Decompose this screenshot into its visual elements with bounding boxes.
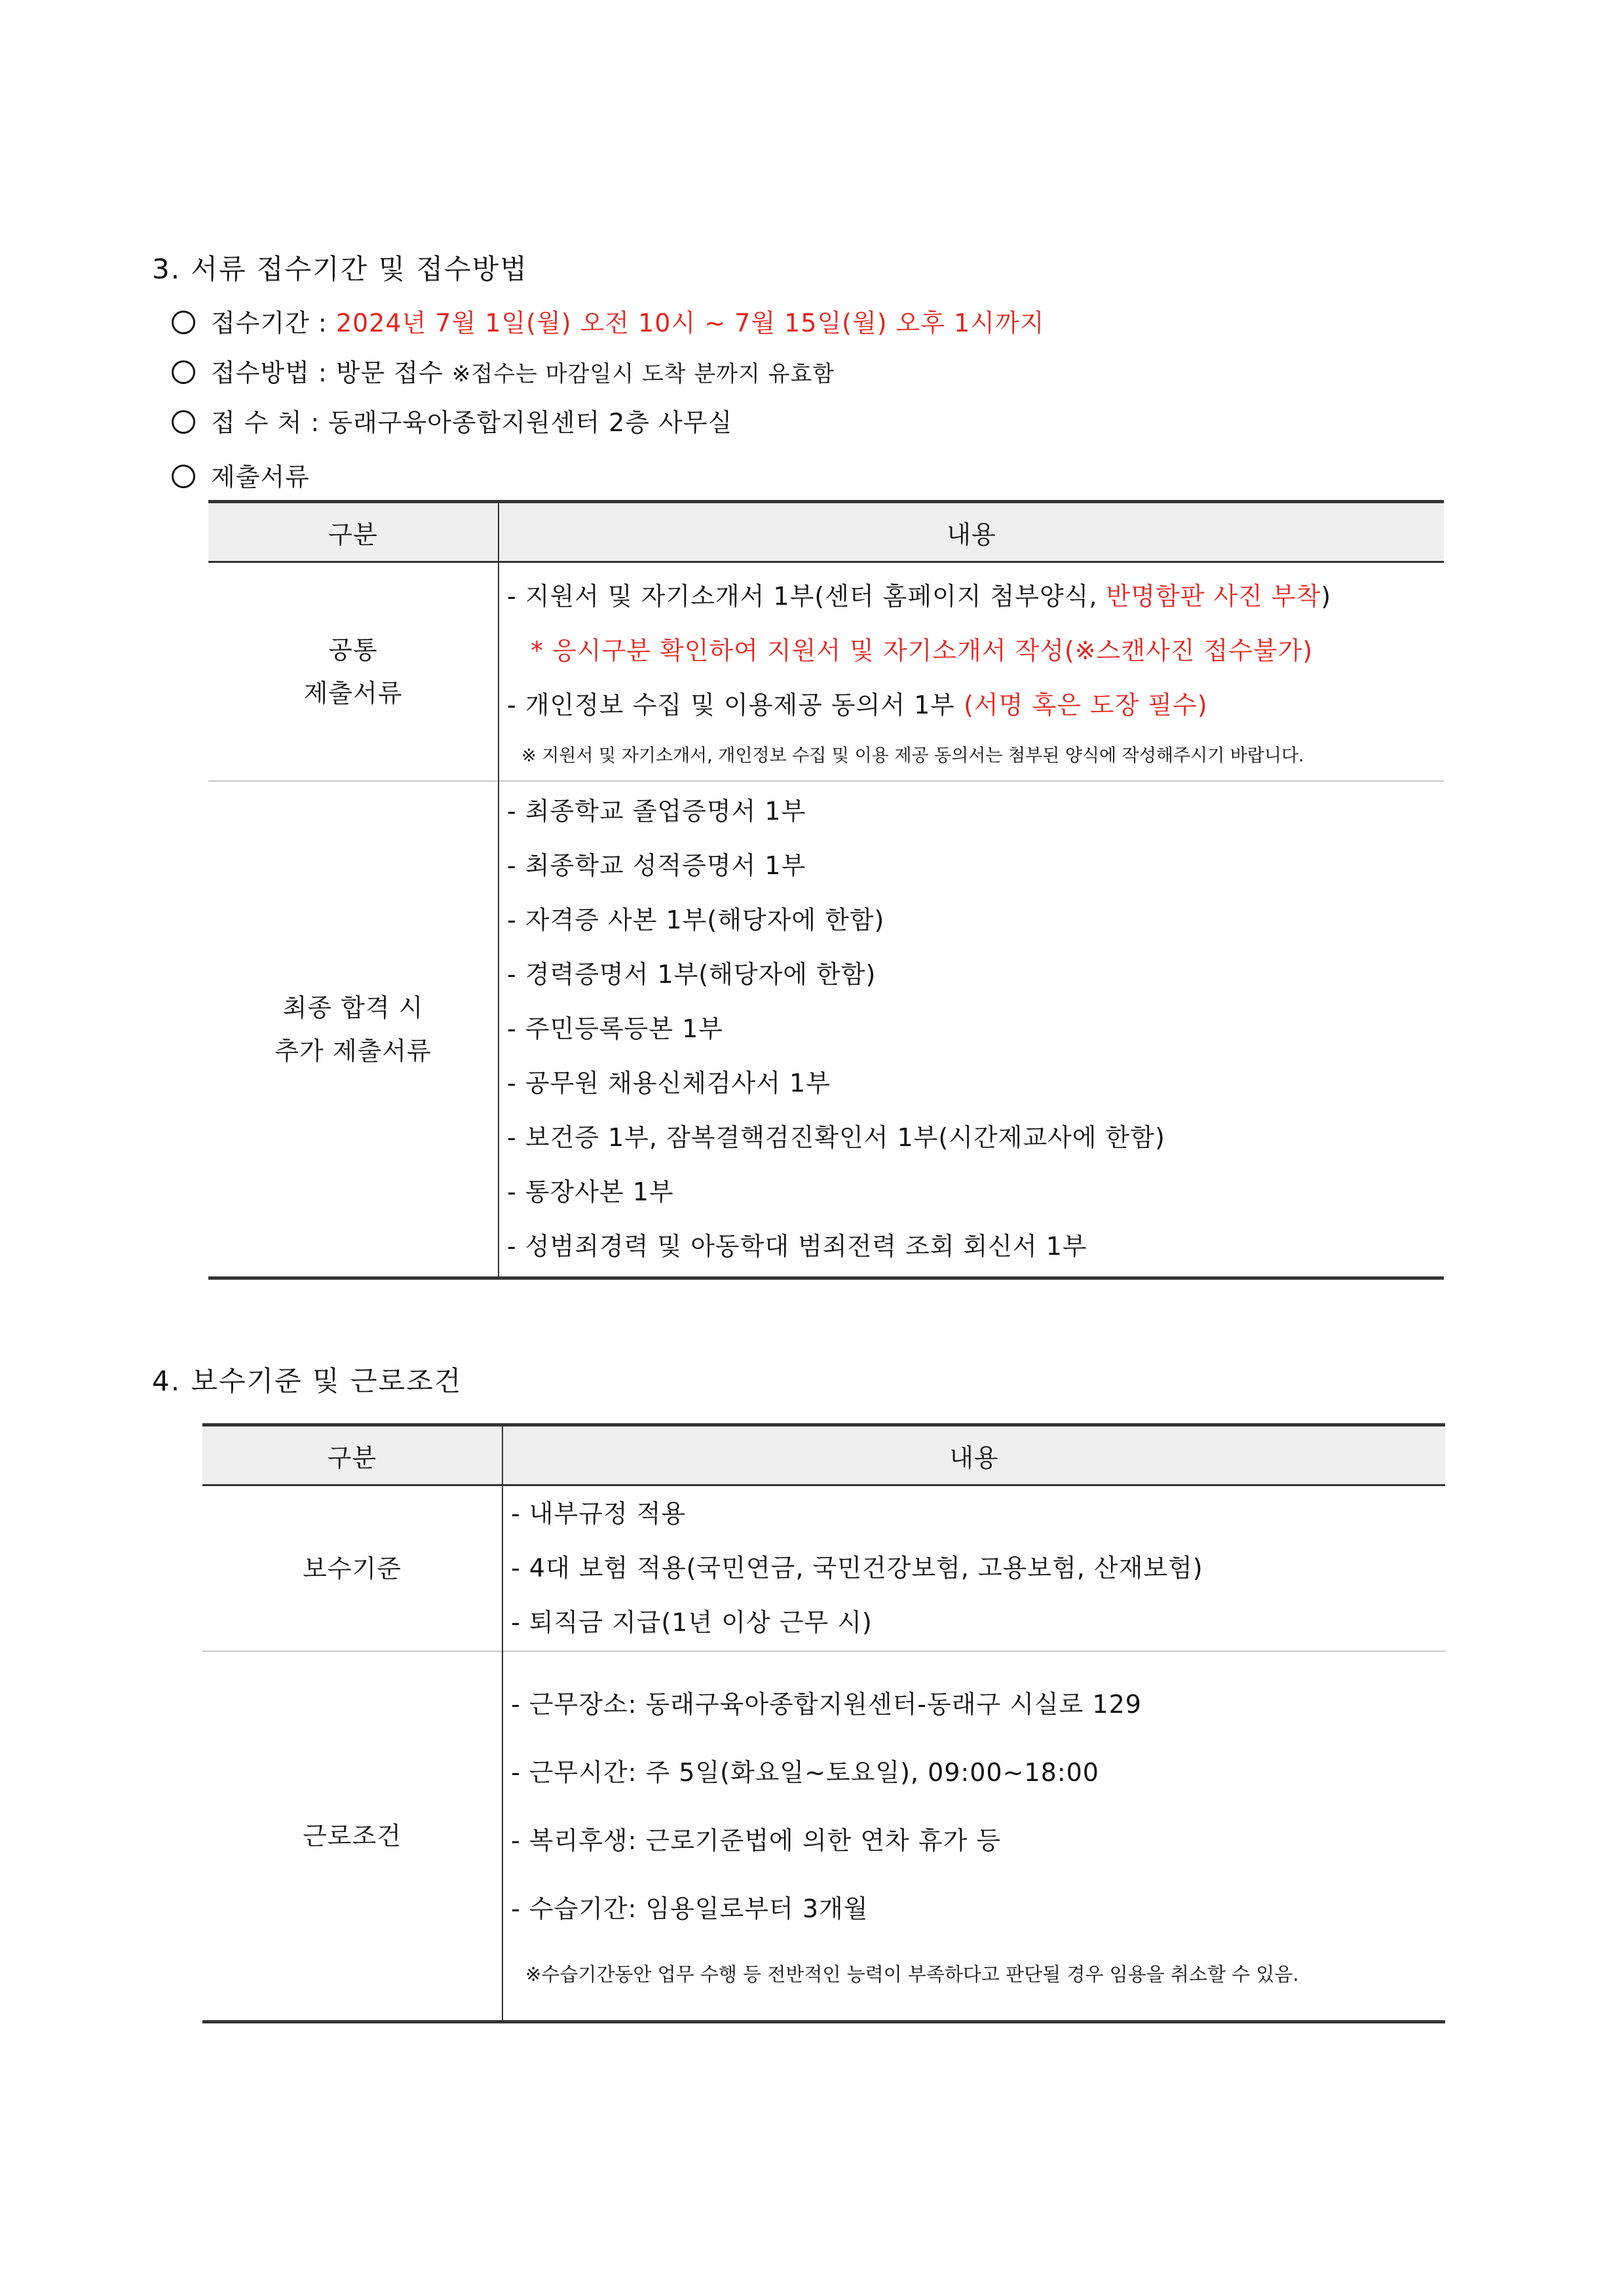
content-cell <box>502 1651 1445 2022</box>
list-item: - 수습기간: 임용일로부터 3개월 <box>511 1894 869 1923</box>
circle-bullet-icon <box>172 465 195 488</box>
list-item: - 지원서 및 자기소개서 1부(센터 홈페이지 첨부양식, 반명함판 사진 부착) <box>507 582 1332 611</box>
category-cell: 근로조건 <box>202 1651 502 2022</box>
method-note: ※접수는 마감일시 도착 분까지 유효함 <box>451 361 835 387</box>
circle-bullet-icon <box>172 360 195 384</box>
table-row <box>202 1485 1445 1652</box>
period-label: 접수기간 : <box>211 309 328 337</box>
table-header-category: 구분 <box>208 502 499 562</box>
list-item: - 근무장소: 동래구육아종합지원센터-동래구 시실로 129 <box>511 1690 1142 1719</box>
content-cell <box>499 562 1444 782</box>
table-header-content: 내용 <box>499 502 1444 562</box>
list-item: - 복리후생: 근로기준법에 의한 연차 휴가 등 <box>511 1826 1002 1855</box>
list-item: - 공무원 채용신체검사서 1부 <box>507 1069 831 1098</box>
list-item: - 최종학교 졸업증명서 1부 <box>507 797 806 826</box>
method-label: 접수방법 : <box>211 358 328 387</box>
list-item: - 주민등록등본 1부 <box>507 1014 724 1043</box>
list-item: - 성범죄경력 및 아동학대 범죄전력 조회 회신서 1부 <box>507 1232 1087 1261</box>
list-item: - 퇴직금 지급(1년 이상 근무 시) <box>511 1608 873 1637</box>
table-note: ※ 지원서 및 자기소개서, 개인정보 수집 및 이용 제공 동의서는 첨부된 양식에 작성해주시기 바랍니다. <box>521 746 1304 766</box>
table-row <box>208 781 1444 1278</box>
method-value: 방문 접수 <box>335 358 444 387</box>
content-cell <box>502 1485 1445 1652</box>
section3-title: 3. 서류 접수기간 및 접수방법 <box>152 253 528 285</box>
list-item: - 4대 보험 적용(국민연금, 국민건강보험, 고용보험, 산재보험) <box>511 1554 1203 1582</box>
docs-label: 제출서류 <box>211 463 310 491</box>
place-label: 접 수 처 : <box>211 408 320 437</box>
place-value: 동래구육아종합지원센터 2층 사무실 <box>328 408 733 437</box>
docs-line <box>172 457 310 493</box>
list-item: - 최종학교 성적증명서 1부 <box>507 851 806 880</box>
category-cell: 보수기준 <box>202 1485 502 1652</box>
list-item: - 근무시간: 주 5일(화요일~토요일), 09:00~18:00 <box>511 1758 1099 1787</box>
list-item: - 내부규정 적용 <box>511 1499 687 1528</box>
table-row <box>208 562 1444 782</box>
list-item: - 자격증 사본 1부(해당자에 한함) <box>507 906 885 934</box>
list-item: - 개인정보 수집 및 이용제공 동의서 1부 (서명 혹은 도장 필수) <box>507 691 1208 719</box>
circle-bullet-icon <box>172 410 195 434</box>
period-value: 2024년 7월 1일(월) 오전 10시 ~ 7월 15일(월) 오후 1시까지 <box>335 309 1045 337</box>
list-item: - 보건증 1부, 잠복결핵검진확인서 1부(시간제교사에 한함) <box>507 1123 1165 1152</box>
place-line <box>172 402 732 438</box>
documents-table <box>208 500 1444 1280</box>
list-item: - 경력증명서 1부(해당자에 한함) <box>507 960 877 989</box>
circle-bullet-icon <box>172 311 195 334</box>
table-note: ※수습기간동안 업무 수행 등 전반적인 능력이 부족하다고 판단될 경우 임용을 취소할 수 있음. <box>525 1963 1299 1985</box>
category-cell: 최종 합격 시 추가 제출서류 <box>208 781 499 1278</box>
table-header-content: 내용 <box>502 1425 1445 1485</box>
section4-title: 4. 보수기준 및 근로조건 <box>152 1365 463 1397</box>
content-cell <box>499 781 1444 1278</box>
list-item: - 통장사본 1부 <box>507 1177 674 1206</box>
table-row <box>202 1651 1445 2022</box>
period-line <box>172 303 1044 339</box>
category-cell: 공통 제출서류 <box>208 562 499 782</box>
list-item: * 응시구분 확인하여 지원서 및 자기소개서 작성(※스캔사진 접수불가) <box>531 636 1313 665</box>
table-header-category: 구분 <box>202 1425 502 1485</box>
method-line <box>172 353 835 389</box>
pay-conditions-table <box>202 1423 1445 2023</box>
